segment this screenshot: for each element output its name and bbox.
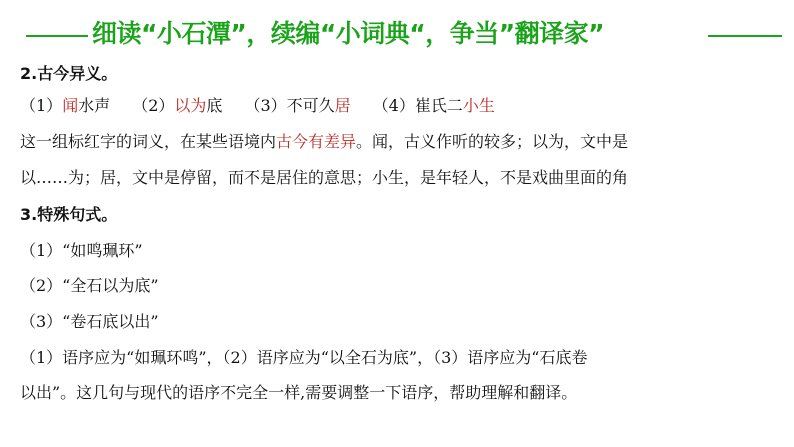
item3-pre: 不可久 [286, 96, 335, 115]
para1-text-a: 这一组标红字的词义，在某些语境内 [20, 132, 277, 151]
item1-rest: 水声 [78, 96, 111, 115]
section3-heading: 3.特殊句式。 [20, 205, 118, 224]
section3-item-2: （2）“全石以为底” [20, 276, 159, 295]
section3-answer-line1: （1）语序应为“如珮环鸣”，（2）语序应为“以全石为底”，（3）语序应为“石底卷 [20, 348, 588, 367]
item3-num: （3） [244, 96, 287, 115]
item2-rest: 底 [206, 96, 223, 115]
section3-item-3: （3）“卷石底以出” [20, 312, 159, 331]
para1-highlight: 古今有差异 [276, 132, 357, 151]
title-rule-right [708, 35, 782, 37]
item2-red: 以为 [174, 96, 207, 115]
item4-pre: 崔氏二 [414, 96, 463, 115]
item1-num: （1） [20, 96, 63, 115]
item4-red: 小生 [462, 96, 495, 115]
para1-text-b: 。闻，古义作听的较多；以为，文中是 [356, 132, 629, 151]
title-row [0, 12, 794, 46]
item4-num: （4） [372, 96, 415, 115]
item1-red: 闻 [62, 96, 79, 115]
section3-item-1: （1）“如鸣珮环” [20, 241, 143, 260]
section2-items [20, 95, 495, 117]
section3-answer-line2: 以出”。这几句与现代的语序不完全一样,需要调整一下语序，帮助理解和翻译。 [20, 383, 578, 402]
title-rule-left [26, 35, 88, 37]
slide-title: 细读“小石潭”，续编“小词典“，争当”翻译家” [92, 19, 605, 48]
item2-num: （2） [132, 96, 175, 115]
section2-heading: 2.古今异义。 [20, 64, 118, 83]
section2-paragraph-line2: 以……为；居，文中是停留，而不是居住的意思；小生，是年轻人，不是戏曲里面的角 [20, 168, 629, 187]
item3-red: 居 [334, 96, 351, 115]
section2-paragraph-line1 [20, 131, 628, 153]
